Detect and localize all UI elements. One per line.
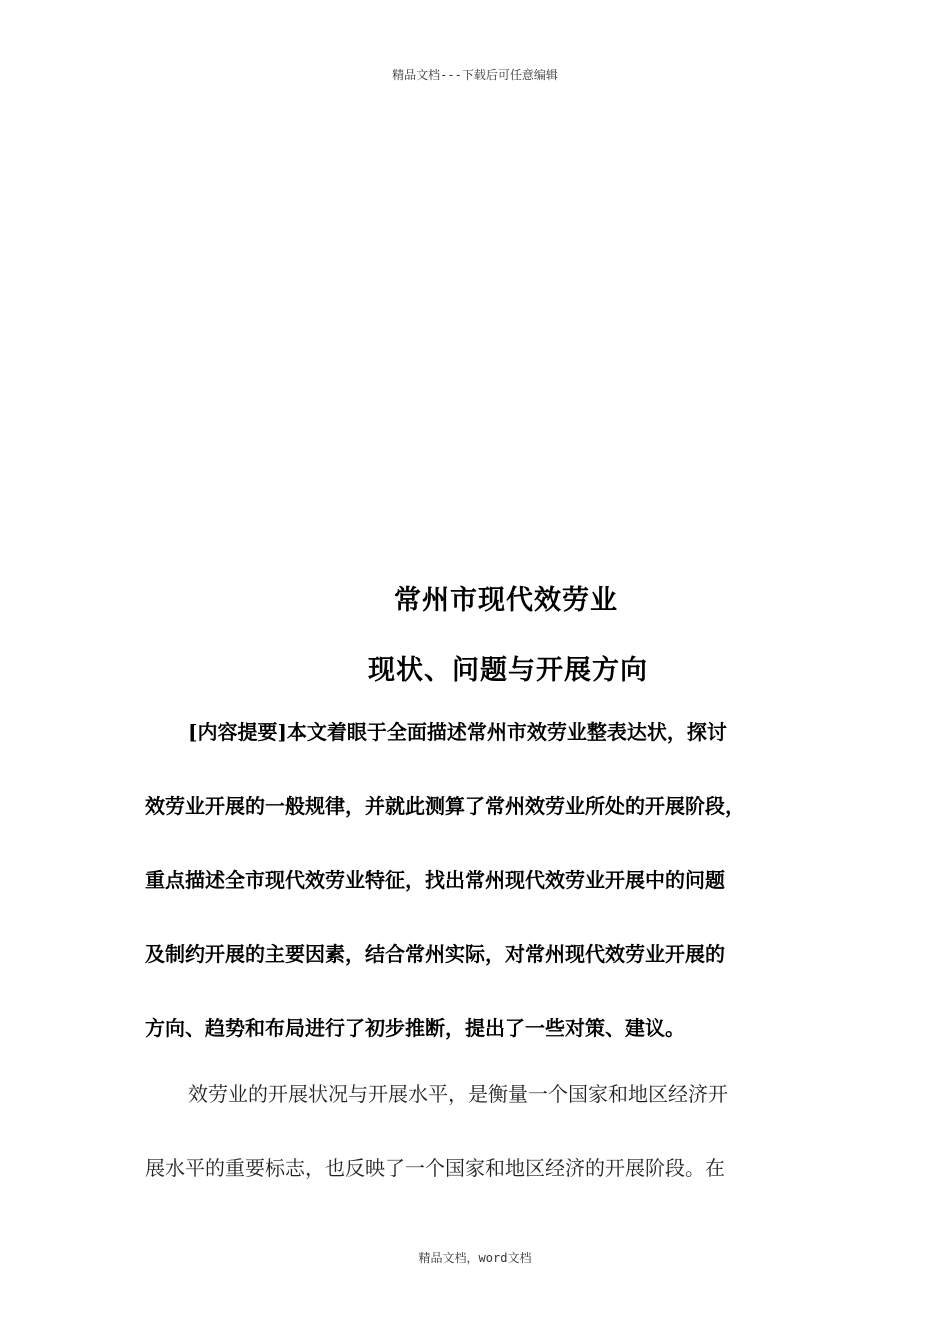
- body-line: 展水平的重要标志，也反映了一个国家和地区经济的开展阶段。在: [145, 1156, 725, 1180]
- document-title-line-2: 现状、问题与开展方向: [368, 655, 648, 686]
- abstract-line: 方向、趋势和布局进行了初步推断，提出了一些对策、建议。: [145, 1016, 685, 1040]
- abstract-line: 重点描述全市现代效劳业特征，找出常州现代效劳业开展中的问题: [145, 868, 725, 892]
- body-line: 效劳业的开展状况与开展水平，是衡量一个国家和地区经济开: [188, 1082, 728, 1106]
- abstract-line: 效劳业开展的一般规律，并就此测算了常州效劳业所处的开展阶段，: [145, 794, 745, 818]
- page-header: 精品文档---下载后可任意编辑: [392, 68, 558, 82]
- document-title-line-1: 常州市现代效劳业: [394, 585, 618, 616]
- page-footer: 精品文档，word文档: [418, 1251, 532, 1265]
- abstract-line: 及制约开展的主要因素，结合常州实际，对常州现代效劳业开展的: [145, 942, 725, 966]
- abstract-line: [内容提要]本文着眼于全面描述常州市效劳业整表达状，探讨: [188, 720, 727, 744]
